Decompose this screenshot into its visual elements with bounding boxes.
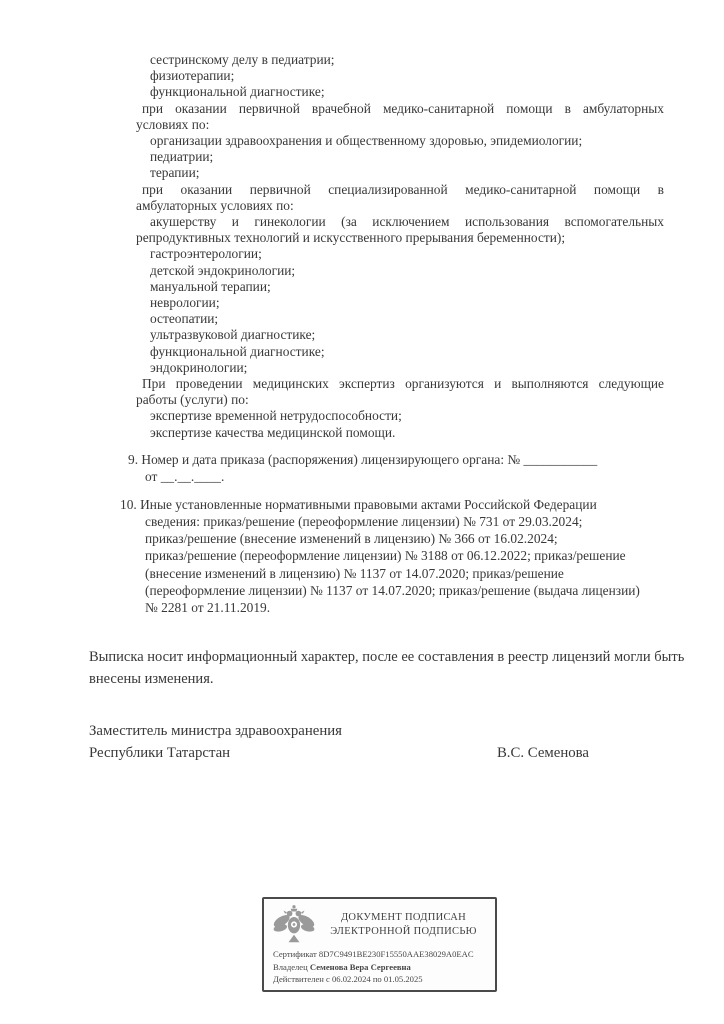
item-9-order-number-section xyxy=(128,451,664,485)
item-10-line: приказ/решение (внесение изменений в лицензию) № 366 от 16.02.2024; xyxy=(145,531,558,547)
informational-note xyxy=(89,647,685,690)
service-line: функциональной диагностике; xyxy=(150,84,325,100)
owner-label: Владелец xyxy=(273,961,308,972)
signatory-role: Заместитель министра здравоохранения xyxy=(89,723,342,739)
service-line: функциональной диагностике; xyxy=(150,343,325,359)
note-line: Выписка носит информационный характер, после ее составления в реестр лицензий могли быть xyxy=(89,649,685,665)
expertise-paragraph-continuation: работы (услуги) по: xyxy=(136,392,249,408)
validity-label: Действителен xyxy=(273,974,324,985)
service-line: детской эндокринологии; xyxy=(150,262,296,278)
service-paragraph: при оказании первичной врачебной медико-санитарной помощи в амбулаторных xyxy=(142,100,664,116)
owner-value: Семенова Вера Сергеевна xyxy=(309,961,411,972)
stamp-title-line: ЭЛЕКТРОННОЙ ПОДПИСЬЮ xyxy=(330,925,477,937)
service-line-continuation: репродуктивных технологий и искусственного прерывания беременности); xyxy=(136,230,566,246)
item-9-text: Номер и дата приказа (распоряжения) лицензирующего органа: № ___________ xyxy=(141,451,598,467)
service-line: гастроэнтерологии; xyxy=(150,246,262,262)
service-line: физиотерапии; xyxy=(150,68,235,84)
validity-value: с 06.02.2024 по 01.05.2025 xyxy=(326,974,423,985)
service-line: педиатрии; xyxy=(150,149,214,165)
service-paragraph-continuation: амбулаторных условиях по: xyxy=(136,197,294,213)
item-9-number: 9. xyxy=(128,451,139,467)
stamp-title-line: ДОКУМЕНТ ПОДПИСАН xyxy=(340,912,467,923)
service-line: экспертизе качества медицинской помощи. xyxy=(150,424,396,440)
item-10-other-information-section xyxy=(120,496,664,616)
license-body-text xyxy=(120,52,664,616)
signature-block xyxy=(89,721,661,765)
service-paragraph-continuation: условиях по: xyxy=(136,116,210,132)
expertise-paragraph: При проведении медицинских экспертиз организуются и выполняются следующие xyxy=(142,376,664,392)
signatory-name: В.С. Семенова xyxy=(496,744,589,761)
item-10-number: 10. xyxy=(120,496,137,512)
signatory-region: Республики Татарстан xyxy=(89,744,231,761)
item-10-line: сведения: приказ/решение (переоформление лицензии) № 731 от 29.03.2024; xyxy=(145,514,583,530)
service-line: мануальной терапии; xyxy=(150,278,271,294)
note-line: внесены изменения. xyxy=(89,670,214,687)
item-10-line: (переоформление лицензии) № 1137 от 14.07.2020; приказ/решение (выдача лицензии) xyxy=(145,582,640,598)
validity-line xyxy=(264,973,495,986)
service-line: неврологии; xyxy=(150,295,220,311)
double-headed-eagle-emblem-icon xyxy=(272,904,316,945)
item-9-date-blank: от __.__.____. xyxy=(145,468,225,484)
service-line: остеопатии; xyxy=(150,311,219,327)
service-paragraph: при оказании первичной специализированной медико-санитарной помощи в xyxy=(142,181,664,197)
service-line: эндокринологии; xyxy=(150,359,248,375)
stamp-title xyxy=(320,911,487,938)
service-line: организации здравоохранения и общественному здоровью, эпидемиологии; xyxy=(150,133,583,149)
digital-signature-stamp xyxy=(262,897,497,992)
certificate-label: Сертификат xyxy=(273,949,317,959)
item-10-line: приказ/решение (переоформление лицензии) № 3188 от 06.12.2022; приказ/решение xyxy=(145,548,626,564)
certificate-value: 8D7C9491BE230F15550AAE38029A0EAC xyxy=(318,949,474,959)
item-10-text: Иные установленные нормативными правовыми актами Российской Федерации xyxy=(140,496,597,512)
service-line: сестринскому делу в педиатрии; xyxy=(150,52,335,67)
owner-line xyxy=(264,961,495,974)
stamp-header xyxy=(264,899,495,946)
service-line: экспертизе временной нетрудоспособности; xyxy=(150,408,402,424)
service-line: акушерству и гинекологии (за исключением использования вспомогательных xyxy=(150,214,664,230)
service-line: ультразвуковой диагностике; xyxy=(150,327,316,343)
service-line: терапии; xyxy=(150,165,200,181)
certificate-line xyxy=(264,948,495,961)
item-10-line: № 2281 от 21.11.2019. xyxy=(145,600,271,616)
item-10-line: (внесение изменений в лицензию) № 1137 от 14.07.2020; приказ/решение xyxy=(145,565,564,581)
